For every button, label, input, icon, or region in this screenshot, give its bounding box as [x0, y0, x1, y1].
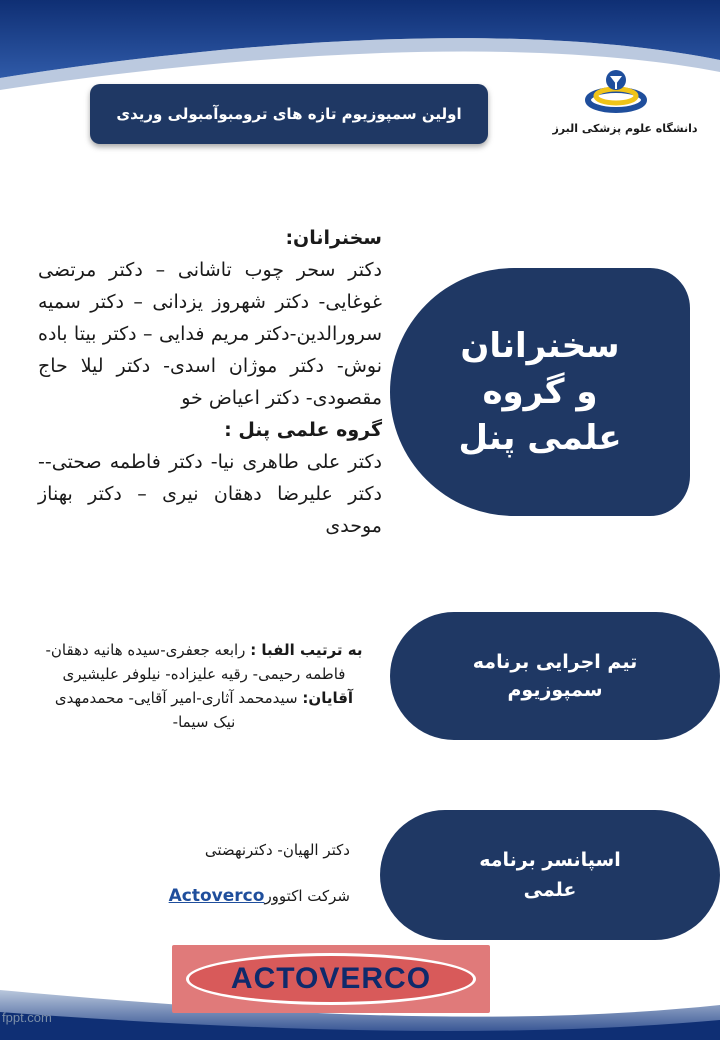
team-panel: [390, 612, 720, 740]
speakers-panel: [390, 268, 690, 516]
sponsor-company: [60, 884, 350, 908]
team-panel-line: سمپوزیوم: [507, 679, 603, 701]
sponsor-doctors: دکتر الهیان- دکترنهضتی: [204, 841, 350, 859]
men-list: سیدمحمد آثاری-امیر آقایی- محمدمهدی نیک سیما-: [54, 689, 298, 731]
men-heading: آقایان:: [302, 689, 354, 707]
company-prefix: شرکت اکتوور: [264, 887, 350, 905]
scientific-panel-heading: گروه علمی پنل :: [224, 419, 382, 441]
watermark: fppt.com: [2, 1010, 52, 1025]
speakers-panel-line: و گروه: [482, 372, 598, 412]
actoverco-logo: [172, 945, 490, 1013]
team-block: [44, 638, 364, 734]
speakers-heading: سخنرانان:: [285, 227, 382, 249]
university-logo: [578, 70, 708, 150]
actoverco-link[interactable]: Actoverco: [168, 886, 265, 906]
sponsor-panel-line: علمی: [523, 879, 577, 901]
actoverco-logo-text: ACTOVERCO: [230, 962, 432, 995]
team-panel-line: تیم اجرایی برنامه: [472, 651, 638, 673]
speakers-list: دکتر سحر چوب تاشانی – دکتر مرتضی غوغایی- دکتر شهروز یزدانی – دکتر سمیه سرورالدین-دکتر مریم فدایی – دکتر بیتا باده نوش- دکتر موژان اسدی- دکتر لیلا حاج مقصودی- دکتر اعیاض خو: [38, 259, 382, 409]
alphabetical-heading: به ترتیب الفبا :: [250, 641, 363, 659]
logo-icon: [578, 70, 708, 130]
university-name: دانشگاه علوم پزشکی البرز: [552, 122, 698, 135]
speakers-block: [38, 222, 382, 542]
speakers-panel-line: علمی پنل: [458, 418, 622, 458]
sponsor-panel-line: اسپانسر برنامه: [479, 849, 621, 871]
sponsor-panel: [380, 810, 720, 940]
alphabetical-list: رابعه جعفری-سیده هانیه دهقان- فاطمه رحیمی- رقیه علیزاده- نیلوفر علیشیری: [45, 641, 346, 683]
actoverco-logo-ellipse: [186, 953, 476, 1005]
sponsor-block: [60, 838, 350, 908]
speakers-panel-line: سخنرانان: [460, 326, 620, 366]
title-banner: [90, 84, 488, 144]
symposium-title: اولین سمپوزیوم تازه های ترومبوآمبولی وریدی: [116, 105, 462, 123]
scientific-panel-list: دکتر علی طاهری نیا- دکتر فاطمه صحتی--دکتر علیرضا دهقان نیری – دکتر بهناز موحدی: [38, 451, 382, 537]
